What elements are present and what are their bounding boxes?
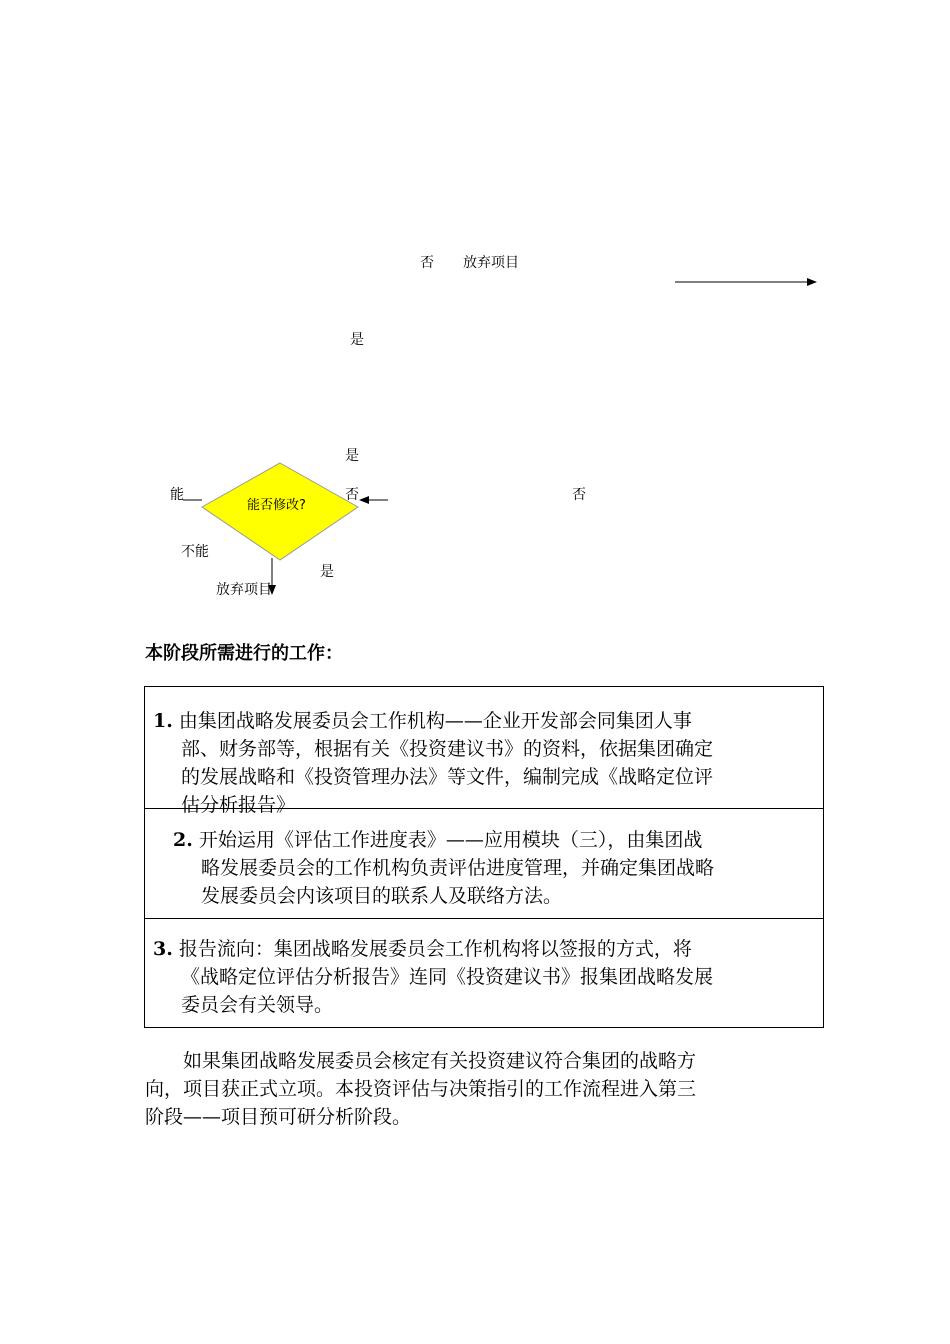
task-row <box>145 918 823 1027</box>
task-number: 1. <box>153 710 173 732</box>
decision-text: 能否修改? <box>247 498 306 513</box>
task-line: 的发展战略和《投资管理办法》等文件，编制完成《战略定位评 <box>181 766 714 788</box>
paragraph-line: 如果集团战略发展委员会核定有关投资建议符合集团的战略方 <box>183 1050 697 1072</box>
label-abandon-bottom: 放弃项目 <box>216 582 272 598</box>
task-item <box>153 935 817 1019</box>
task-number: 2. <box>173 829 193 851</box>
flowchart-canvas <box>0 0 950 620</box>
task-number: 3. <box>153 938 173 960</box>
label-yes-3: 是 <box>320 564 334 580</box>
task-line: 《战略定位评估分析报告》连同《投资建议书》报集团战略发展 <box>181 966 714 988</box>
task-item <box>173 826 817 910</box>
label-no-right: 否 <box>572 487 586 503</box>
task-line: 报告流向：集团战略发展委员会工作机构将以签报的方式，将 <box>178 938 692 960</box>
closing-paragraph <box>145 1047 820 1131</box>
task-line: 由集团战略发展委员会工作机构——企业开发部会同集团人事 <box>178 710 692 732</box>
task-row <box>145 687 823 816</box>
task-line: 委员会有关领导。 <box>181 994 334 1016</box>
label-abandon-top: 放弃项目 <box>463 255 519 271</box>
task-table <box>144 686 824 1028</box>
task-row <box>145 808 823 918</box>
paragraph-line: 阶段——项目预可研分析阶段。 <box>145 1106 412 1128</box>
task-line: 估分析报告》 <box>181 794 296 816</box>
paragraph-line: 向，项目获正式立项。本投资评估与决策指引的工作流程进入第三 <box>145 1078 697 1100</box>
label-no-top: 否 <box>420 255 434 271</box>
task-line: 开始运用《评估工作进度表》——应用模块（三），由集团战 <box>198 829 703 851</box>
label-no-mid: 否 <box>345 487 359 503</box>
label-yes-2: 是 <box>345 448 359 464</box>
task-line: 部、财务部等，根据有关《投资建议书》的资料，依据集团确定 <box>181 738 714 760</box>
label-yes-1: 是 <box>350 332 364 348</box>
task-line: 略发展委员会的工作机构负责评估进度管理，并确定集团战略 <box>201 857 715 879</box>
label-cannot: 不能 <box>181 544 209 560</box>
task-line: 发展委员会内该项目的联系人及联络方法。 <box>201 885 563 907</box>
section-title: 本阶段所需进行的工作： <box>145 643 343 664</box>
label-can: 能 <box>170 487 184 503</box>
task-item <box>153 707 817 819</box>
